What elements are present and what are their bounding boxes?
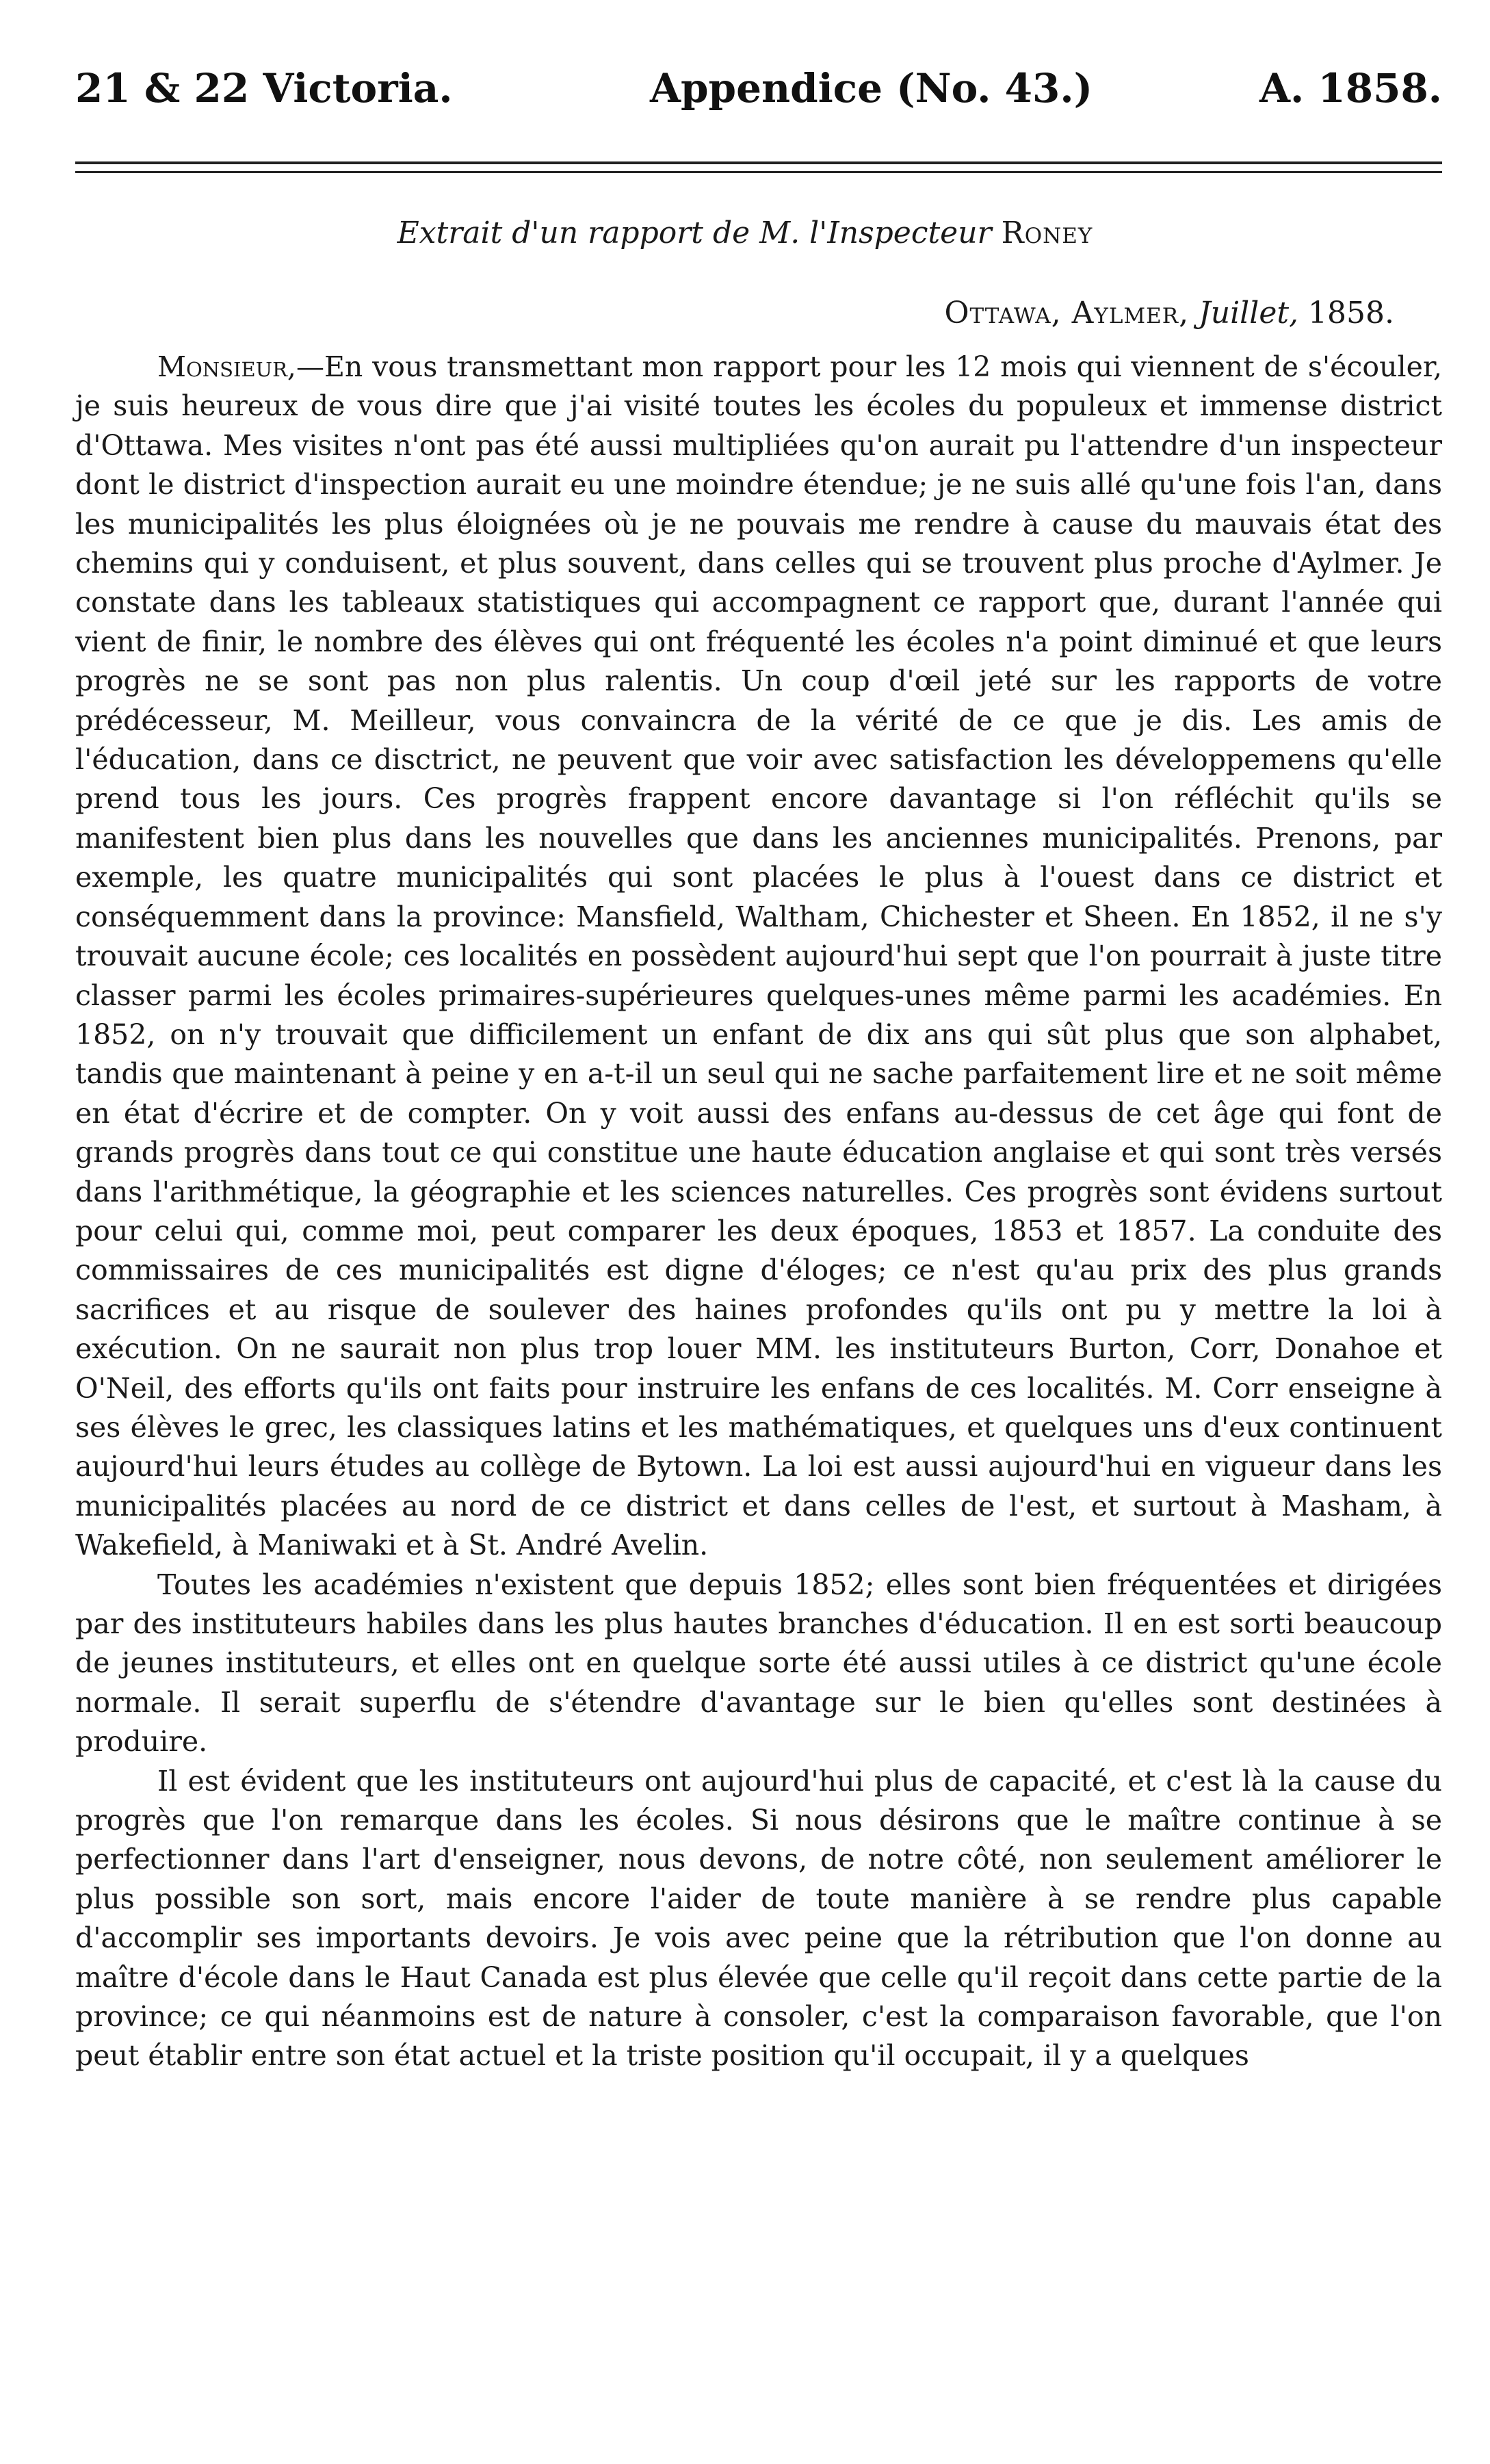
header-year: A. 1858. bbox=[1259, 65, 1442, 112]
dateline-year: 1858. bbox=[1308, 296, 1394, 330]
report-title bbox=[0, 216, 1490, 250]
report-title-name: Roney bbox=[1001, 216, 1093, 250]
paragraph-text: —En vous transmettant mon rapport pour les 12 mois qui viennent de s'écouler, je suis heureux de vous dire que j'ai visité toutes les écoles du populeux et immense district d'Ottawa. Mes visites n'ont pas été aussi multipliées qu'on aurait pu l'attendre d'un inspecteur dont le district d'inspection aurait eu une moindre étendue; je ne suis allé qu'une fois l'an, dans les municipalités les plus éloignées où je ne pouvais me rendre à cause du mauvais état des chemins qui y conduisent, et plus souvent, dans celles qui se trouvent plus proche d'Aylmer. Je constate dans les tableaux statistiques qui accompagnent ce rapport que, durant l'année qui vient de finir, le nombre des élèves qui ont fréquenté les écoles n'a point diminué et que leurs progrès ne se sont pas non plus ralentis. Un coup d'œil jeté sur les rapports de votre prédécesseur, M. Meilleur, vous convaincra de la vérité de ce que je dis. Les amis de l'éducation, dans ce disctrict, ne peuvent que voir avec satisfaction les développemens qu'elle prend tous les jours. Ces progrès frappent encore davantage si l'on réfléchit qu'ils se manifestent bien plus dans les nouvelles que dans les anciennes municipalités. Prenons, par exemple, les quatre municipalités qui sont placées le plus à l'ouest dans ce district et conséquemment dans la province: Mansfield, Waltham, Chichester et Sheen. En 1852, il ne s'y trouvait aucune école; ces localités en possèdent aujourd'hui sept que l'on pourrait à juste titre classer parmi les écoles primaires-supérieures quelques-unes même parmi les académies. En 1852, on n'y trouvait que difficilement un enfant de dix ans qui sût plus que son alphabet, tandis que maintenant à peine y en a-t-il un seul qui ne sache parfaitement lire et ne soit même en état d'écrire et de compter. On y voit aussi des enfans au-dessus de cet âge qui font de grands progrès dans tout ce qui constitue une haute éducation anglaise et qui sont très versés dans l'arithmétique, la géographie et les sciences naturelles. Ces progrès sont évidens surtout pour celui qui, comme moi, peut comparer les deux époques, 1853 et 1857. La conduite des commissaires de ces municipalités est digne d'éloges; ce n'est qu'au prix des plus grands sacrifices et au risque de soulever des haines profondes qu'ils ont pu y mettre la loi à exécution. On ne saurait non plus trop louer MM. les instituteurs Burton, Corr, Donahoe et O'Neil, des efforts qu'ils ont faits pour instruire les enfans de ces localités. M. Corr enseigne à ses élèves le grec, les classiques latins et les mathématiques, et quelques uns d'eux continuent aujourd'hui leurs études au collège de Bytown. La loi est aussi aujourd'hui en vigueur dans les municipalités placées au nord de ce district et dans celles de l'est, et surtout à Masham, à Wakefield, à Maniwaki et à St. André Avelin. bbox=[75, 350, 1442, 1562]
report-body bbox=[75, 348, 1442, 2076]
running-header bbox=[75, 65, 1442, 127]
header-volume: 21 & 22 Victoria. bbox=[75, 65, 453, 112]
report-title-text: Extrait d'un rapport de M. l'Inspecteur bbox=[397, 216, 992, 250]
paragraph: Toutes les académies n'existent que depuis 1852; elles sont bien fréquentées et dirigées par des instituteurs habiles dans les plus hautes branches d'éducation. Il en est sorti beaucoup de jeunes instituteurs, et elles ont en quelque sorte été aussi utiles à ce district qu'une école normale. Il serait superflu de s'étendre d'avantage sur le bien qu'elles sont destinées à produire. bbox=[75, 1568, 1442, 1759]
header-appendix: Appendice (No. 43.) bbox=[650, 65, 1093, 112]
header-rule-bottom bbox=[75, 171, 1442, 173]
dateline-place: Ottawa, Aylmer, bbox=[944, 296, 1190, 330]
paragraph: Il est évident que les instituteurs ont aujourd'hui plus de capacité, et c'est là la cause du progrès que l'on remarque dans les écoles. Si nous désirons que le maître continue à se perfectionner dans l'art d'enseigner, nous devons, de notre côté, non seulement améliorer le plus possible son sort, mais encore l'aider de toute manière à se rendre plus capable d'accomplir ses importants devoirs. Je vois avec peine que la rétribution que l'on donne au maître d'école dans le Haut Canada est plus élevée que celle qu'il reçoit dans cette partie de la province; ce qui néanmoins est de nature à consoler, c'est la comparaison favorable, que l'on peut établir entre son état actuel et la triste position qu'il occupait, il y a quelques bbox=[75, 1764, 1442, 2073]
header-rule-top bbox=[75, 161, 1442, 164]
dateline-month: Juillet, bbox=[1199, 296, 1299, 330]
salutation: Monsieur, bbox=[157, 350, 296, 383]
paragraph bbox=[75, 348, 1442, 1566]
dateline bbox=[944, 296, 1394, 330]
